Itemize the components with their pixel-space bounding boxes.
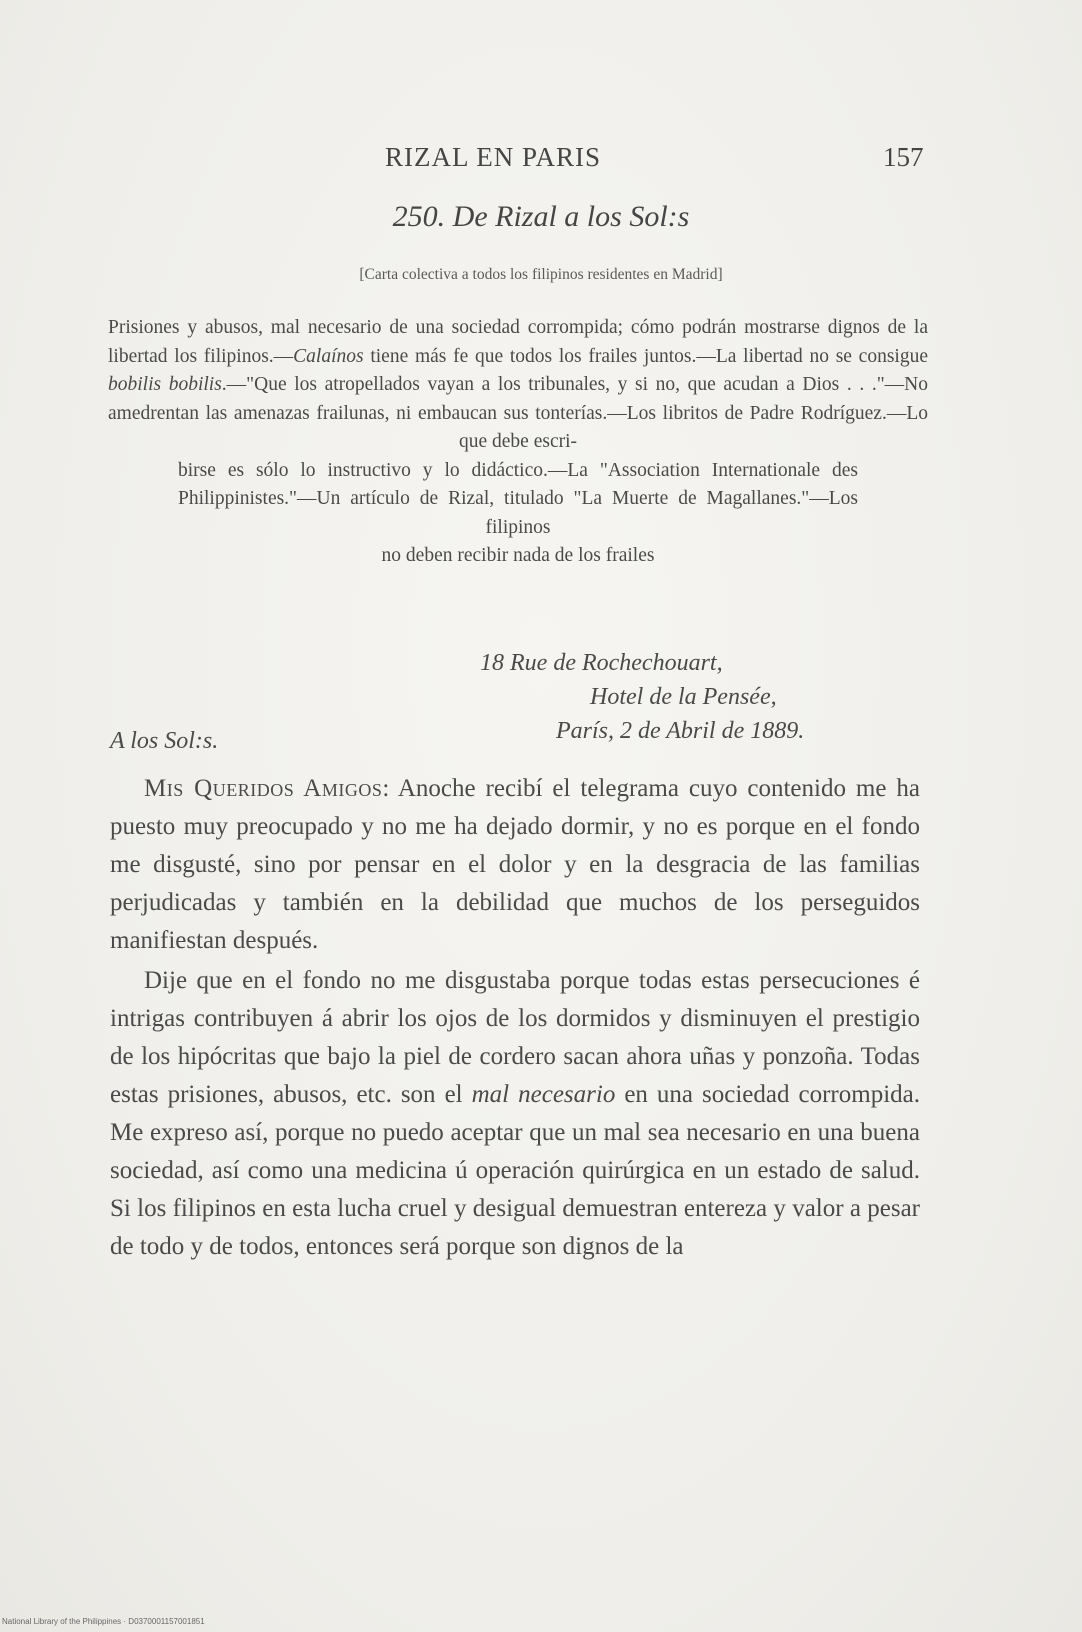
text-run: .—"Que los atropellados vayan a los tribunales, y si no, que acudan a Dios . . ."—No amedrentan las amenazas frailunas, ni embaucan sus tonterías.—Los libritos de Padre Rodríguez.—Lo que debe escri- — [108, 374, 928, 452]
scan-footer: National Library of the Philippines · D0370001157001851 — [2, 1617, 205, 1626]
text-run: tiene más fe que todos los frailes juntos.—La libertad no se consigue — [363, 345, 928, 367]
running-head: RIZAL EN PARIS — [385, 142, 602, 172]
letter-summary — [108, 314, 928, 571]
letter-title: 250. De Rizal a los Sol:s — [392, 200, 690, 233]
letter-body — [110, 770, 920, 1266]
body-paragraph — [110, 962, 920, 1266]
italic-phrase: Calaínos — [293, 345, 364, 367]
text-run: en una sociedad corrompida. Me expreso así, porque no puedo aceptar que un mal sea necesario en una buena sociedad, así como una medicina ú operación quirúrgica en un estado de salud. Si los filipinos en esta lucha cruel y desigual demuestran entereza y valor a pesar de todo y de todos, entonces será porque son dignos de la — [110, 1081, 920, 1260]
text-run: birse es sólo lo instructivo y lo didáctico.—La "Association Internationale des Philippinistes."—Un artículo de Rizal, titulado "La Muerte de Magallanes."—Los filipinos — [178, 459, 858, 538]
address-hotel: Hotel de la Pensée, — [590, 684, 777, 710]
page-number: 157 — [883, 142, 924, 172]
italic-phrase: mal necesario — [471, 1081, 616, 1108]
bracket-note: [Carta colectiva a todos los filipinos residentes en Madrid] — [359, 266, 723, 283]
summary-line — [108, 457, 928, 543]
text-run: no deben recibir nada de los frailes — [381, 545, 655, 566]
text-run: : Anoche recibí el telegrama cuyo contenido me ha puesto muy preocupado y no me ha dejado dormir, y no es porque en el fondo me disgusté, sino por pensar en el dolor y en la desgracia de las familias perjudicadas y también en la debilidad que muchos de los perseguidos manifiestan después. — [110, 775, 920, 954]
text-run: Prisiones y abusos, mal necesario de una sociedad corrompida; cómo podrán mostrarse dignos de la libertad los filipinos.— — [108, 317, 928, 367]
summary-line — [108, 314, 928, 457]
body-paragraph — [110, 770, 920, 960]
opening-smallcaps: Mis Queridos Amigos — [144, 775, 383, 802]
address-street: 18 Rue de Rochechouart, — [480, 650, 723, 676]
summary-line — [108, 542, 928, 571]
letter-address — [480, 646, 900, 748]
italic-phrase: bobilis bobilis — [108, 374, 222, 395]
salutation: A los Sol:s. — [110, 728, 219, 754]
text-run: Dije que en el fondo no me disgustaba porque todas estas persecuciones é intrigas contribuyen á abrir los ojos de los dormidos y disminuyen el prestigio de los hipócritas que bajo la piel de cordero sacan ahora uñas y ponzoña. Todas estas prisiones, abusos, etc. son el — [110, 967, 920, 1108]
address-date: París, 2 de Abril de 1889. — [556, 718, 805, 744]
